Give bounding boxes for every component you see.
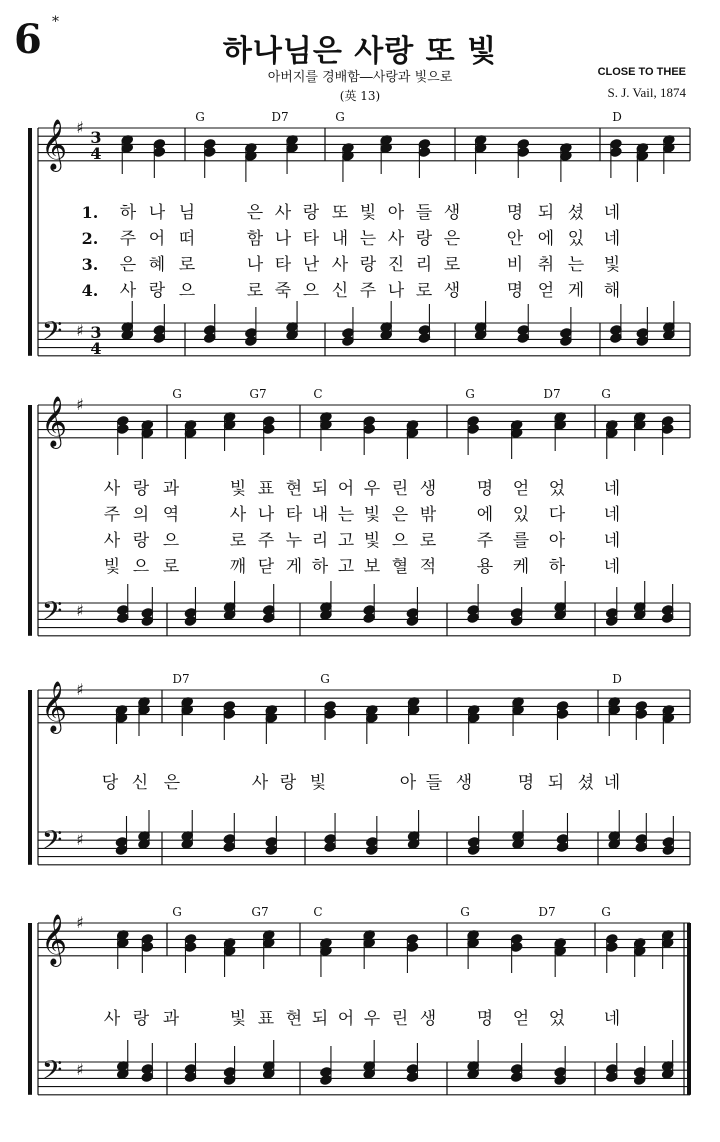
lyric-syllable: 랑: [132, 1009, 150, 1029]
lyric-syllable: 주: [476, 531, 494, 551]
note-head: [418, 333, 430, 344]
lyric-syllable: 빛: [229, 1009, 247, 1029]
lyric-syllable: 다: [548, 505, 566, 525]
lyric-syllable: 고: [337, 557, 355, 577]
note-head: [610, 333, 622, 344]
lyric-syllable: 랑: [132, 479, 150, 499]
sharp-icon: ♯: [76, 601, 84, 620]
note-head: [184, 616, 196, 627]
lyric-syllable: 되: [547, 773, 565, 793]
lyric-syllable: 사: [251, 773, 269, 793]
chord-symbol: G: [195, 110, 205, 124]
note-head: [406, 942, 418, 953]
lyric-syllable: 게: [567, 281, 585, 301]
lyric-syllable: 네: [603, 203, 621, 223]
note-head: [635, 709, 647, 720]
time-signature-numerator: 3: [90, 128, 102, 147]
lyric-syllable: 되: [311, 1009, 329, 1029]
lyric-syllable: 안: [506, 229, 524, 249]
note-head: [245, 336, 257, 347]
lyric-syllable: 밖: [419, 505, 437, 525]
lyric-syllable: 깨: [229, 557, 247, 577]
lyric-syllable: 로: [178, 255, 196, 275]
verse-number: 4.: [81, 281, 99, 300]
lyric-syllable: 로: [419, 531, 437, 551]
lyric-syllable: 표: [257, 479, 275, 499]
system-bracket: [28, 690, 32, 865]
lyric-syllable: 생: [419, 1009, 437, 1029]
lyric-syllable: 어: [148, 229, 166, 249]
note-head: [606, 1072, 618, 1083]
bass-clef-icon: 𝄢: [41, 595, 63, 633]
note-head: [554, 1075, 566, 1086]
lyric-syllable: 과: [162, 1009, 180, 1029]
lyric-syllable: 타: [285, 505, 303, 525]
treble-clef-icon: 𝄞: [40, 119, 68, 170]
lyric-syllable: 사: [229, 505, 247, 525]
lyric-syllable: 하: [119, 203, 137, 223]
lyric-syllable: 타: [302, 229, 320, 249]
lyric-syllable: 는: [359, 229, 377, 249]
time-signature-numerator: 3: [90, 323, 102, 342]
lyric-syllable: 빛: [103, 557, 121, 577]
lyric-syllable: 되: [537, 203, 555, 223]
lyric-syllable: 랑: [148, 281, 166, 301]
bass-clef-icon: 𝄢: [41, 1054, 63, 1092]
note-head: [324, 842, 336, 853]
lyric-syllable: 주: [103, 505, 121, 525]
chord-symbol: G: [601, 905, 611, 919]
lyric-syllable: 내: [311, 505, 329, 525]
lyric-syllable: 랑: [359, 255, 377, 275]
note-head: [636, 336, 648, 347]
sharp-icon: ♯: [76, 680, 84, 699]
note-head: [117, 613, 129, 624]
lyric-syllable: 린: [391, 1009, 409, 1029]
composer: S. J. Vail, 1874: [607, 85, 686, 100]
lyric-syllable: 나: [148, 203, 166, 223]
treble-clef-icon: 𝄞: [40, 681, 68, 732]
lyric-syllable: 로: [415, 281, 433, 301]
chord-symbol: D7: [538, 905, 556, 919]
chord-symbol: G: [320, 672, 330, 686]
lyric-syllable: 죽: [274, 281, 292, 301]
note-head: [324, 709, 336, 720]
lyric-syllable: 로: [443, 255, 461, 275]
chord-symbol: G7: [249, 387, 267, 401]
lyric-syllable: 사: [274, 203, 292, 223]
lyric-syllable: 아: [548, 531, 566, 551]
lyric-syllable: 진: [387, 255, 405, 275]
note-head: [263, 424, 275, 435]
lyric-syllable: 은: [163, 773, 181, 793]
hymn-subtitle: 아버지를 경배함―사랑과 빛으로: [267, 70, 453, 85]
note-head: [141, 942, 153, 953]
treble-staff: [38, 128, 690, 161]
lyric-syllable: 나: [257, 505, 275, 525]
system-bracket: [28, 128, 32, 356]
lyric-syllable: 랑: [279, 773, 297, 793]
note-head: [223, 709, 235, 720]
lyric-syllable: 으: [162, 531, 180, 551]
lyric-syllable: 나: [246, 255, 264, 275]
lyric-syllable: 린: [391, 479, 409, 499]
chord-symbol: C: [313, 387, 323, 401]
lyric-syllable: 누: [285, 531, 303, 551]
system-bracket: [28, 923, 32, 1095]
note-head: [635, 842, 647, 853]
lyric-syllable: 닫: [257, 557, 275, 577]
lyric-syllable: 주: [359, 281, 377, 301]
english-hymn-number: (英 13): [339, 89, 381, 103]
lyric-syllable: 현: [285, 1009, 303, 1029]
lyric-syllable: 로: [246, 281, 264, 301]
note-head: [184, 1072, 196, 1083]
chord-symbol: G: [465, 387, 475, 401]
note-head: [661, 424, 673, 435]
sharp-icon: ♯: [76, 321, 84, 340]
lyric-syllable: 은: [391, 505, 409, 525]
treble-clef-icon: 𝄞: [40, 396, 68, 447]
lyric-syllable: 로: [162, 557, 180, 577]
lyric-syllable: 사: [119, 281, 137, 301]
lyric-syllable: 내: [331, 229, 349, 249]
lyric-syllable: 님: [178, 203, 196, 223]
lyric-syllable: 네: [603, 557, 621, 577]
lyric-syllable: 사: [331, 255, 349, 275]
final-bar-thick: [687, 923, 691, 1095]
verse-number: 1.: [81, 203, 99, 222]
note-head: [610, 147, 622, 158]
lyric-syllable: 주: [119, 229, 137, 249]
lyric-syllable: 명: [476, 479, 494, 499]
lyric-syllable: 들: [425, 773, 443, 793]
lyric-syllable: 우: [363, 479, 381, 499]
lyric-syllable: 적: [419, 557, 437, 577]
lyric-syllable: 있: [567, 229, 585, 249]
lyric-syllable: 되: [311, 479, 329, 499]
lyric-syllable: 나: [387, 281, 405, 301]
note-head: [141, 616, 153, 627]
time-signature-denominator: 4: [90, 339, 102, 358]
note-head: [467, 845, 479, 856]
lyric-syllable: 명: [506, 203, 524, 223]
sharp-icon: ♯: [76, 118, 84, 137]
lyric-syllable: 어: [337, 479, 355, 499]
lyric-syllable: 보: [363, 557, 381, 577]
note-head: [263, 613, 275, 624]
lyric-syllable: 으: [391, 531, 409, 551]
lyric-syllable: 의: [132, 505, 150, 525]
chord-symbol: D7: [543, 387, 561, 401]
note-head: [517, 147, 529, 158]
chord-symbol: G: [460, 905, 470, 919]
note-head: [184, 942, 196, 953]
lyric-syllable: 타: [274, 255, 292, 275]
lyric-syllable: 생: [455, 773, 473, 793]
hymn-mark: *: [52, 14, 59, 30]
lyric-syllable: 는: [567, 255, 585, 275]
note-head: [153, 147, 165, 158]
lyric-syllable: 해: [603, 281, 621, 301]
lyric-syllable: 주: [257, 531, 275, 551]
chord-symbol: G: [601, 387, 611, 401]
lyric-syllable: 우: [363, 1009, 381, 1029]
chord-symbol: D7: [172, 672, 190, 686]
lyric-syllable: 빛: [309, 773, 327, 793]
lyric-syllable: 네: [603, 479, 621, 499]
lyric-syllable: 네: [603, 229, 621, 249]
bass-staff: [38, 832, 690, 865]
chord-symbol: G: [172, 905, 182, 919]
lyric-syllable: 비: [506, 255, 524, 275]
note-head: [363, 613, 375, 624]
lyric-syllable: 또: [331, 203, 349, 223]
note-head: [556, 842, 568, 853]
note-head: [320, 1075, 332, 1086]
lyric-syllable: 하: [548, 557, 566, 577]
lyric-syllable: 현: [285, 479, 303, 499]
verse-number: 2.: [81, 229, 99, 248]
sharp-icon: ♯: [76, 1060, 84, 1079]
note-head: [117, 424, 129, 435]
note-head: [223, 1075, 235, 1086]
chord-symbol: D7: [271, 110, 289, 124]
lyric-syllable: 얻: [537, 281, 555, 301]
note-head: [366, 845, 378, 856]
lyric-syllable: 었: [548, 1009, 566, 1029]
lyric-syllable: 떠: [178, 229, 196, 249]
note-head: [510, 942, 522, 953]
lyric-syllable: 당: [101, 773, 119, 793]
chord-symbol: G: [172, 387, 182, 401]
lyric-syllable: 얻: [512, 1009, 530, 1029]
bass-staff: [38, 323, 690, 356]
note-head: [153, 333, 165, 344]
lyric-syllable: 은: [246, 203, 264, 223]
bass-clef-icon: 𝄢: [41, 315, 63, 353]
lyric-syllable: 혈: [391, 557, 409, 577]
lyric-syllable: 명: [517, 773, 535, 793]
note-head: [662, 845, 674, 856]
lyric-syllable: 들: [415, 203, 433, 223]
lyric-syllable: 빛: [363, 505, 381, 525]
chord-symbol: D: [612, 110, 622, 124]
lyric-syllable: 생: [419, 479, 437, 499]
lyric-syllable: 셨: [577, 773, 595, 793]
lyric-syllable: 네: [603, 773, 621, 793]
tune-name: CLOSE TO THEE: [597, 66, 686, 78]
note-head: [265, 845, 277, 856]
note-head: [661, 613, 673, 624]
chord-symbol: D: [612, 672, 622, 686]
lyric-syllable: 역: [162, 505, 180, 525]
note-head: [510, 616, 522, 627]
note-head: [517, 333, 529, 344]
note-head: [556, 709, 568, 720]
bass-clef-icon: 𝄢: [41, 824, 63, 862]
lyric-syllable: 빛: [229, 479, 247, 499]
chord-symbol: G7: [251, 905, 269, 919]
lyric-syllable: 리: [311, 531, 329, 551]
lyric-syllable: 얻: [512, 479, 530, 499]
note-head: [406, 616, 418, 627]
hymn-number: 6: [14, 16, 42, 63]
lyric-syllable: 으: [302, 281, 320, 301]
lyric-syllable: 표: [257, 1009, 275, 1029]
time-signature-denominator: 4: [90, 144, 102, 163]
lyric-syllable: 에: [476, 505, 494, 525]
lyric-syllable: 생: [443, 281, 461, 301]
lyric-syllable: 하: [311, 557, 329, 577]
lyric-syllable: 에: [537, 229, 555, 249]
note-head: [406, 1072, 418, 1083]
chord-symbol: G: [335, 110, 345, 124]
lyric-syllable: 취: [537, 255, 555, 275]
lyric-syllable: 네: [603, 1009, 621, 1029]
note-head: [204, 147, 216, 158]
lyric-syllable: 사: [103, 479, 121, 499]
sharp-icon: ♯: [76, 913, 84, 932]
lyric-syllable: 은: [119, 255, 137, 275]
lyric-syllable: 아: [399, 773, 417, 793]
lyric-syllable: 빛: [359, 203, 377, 223]
lyric-syllable: 으: [132, 557, 150, 577]
lyric-syllable: 셨: [567, 203, 585, 223]
treble-clef-icon: 𝄞: [40, 914, 68, 965]
note-head: [467, 613, 479, 624]
lyric-syllable: 랑: [415, 229, 433, 249]
lyric-syllable: 아: [387, 203, 405, 223]
lyric-syllable: 용: [476, 557, 494, 577]
note-head: [141, 1072, 153, 1083]
lyric-syllable: 사: [387, 229, 405, 249]
note-head: [204, 333, 216, 344]
lyric-syllable: 게: [285, 557, 303, 577]
lyric-syllable: 으: [178, 281, 196, 301]
lyric-syllable: 랑: [132, 531, 150, 551]
lyric-syllable: 사: [103, 1009, 121, 1029]
lyric-syllable: 어: [337, 1009, 355, 1029]
note-head: [510, 1072, 522, 1083]
verse-number: 3.: [81, 255, 99, 274]
hymn-title: 하나님은 사랑 또 빛: [222, 34, 498, 69]
lyric-syllable: 나: [274, 229, 292, 249]
lyric-syllable: 사: [103, 531, 121, 551]
lyric-syllable: 명: [476, 1009, 494, 1029]
note-head: [363, 424, 375, 435]
note-head: [418, 147, 430, 158]
lyric-syllable: 고: [337, 531, 355, 551]
lyric-syllable: 있: [512, 505, 530, 525]
lyric-syllable: 혜: [148, 255, 166, 275]
lyric-syllable: 를: [512, 531, 530, 551]
lyric-syllable: 케: [512, 557, 530, 577]
lyric-syllable: 빛: [603, 255, 621, 275]
lyric-syllable: 생: [443, 203, 461, 223]
note-head: [467, 424, 479, 435]
note-head: [606, 942, 618, 953]
lyric-syllable: 난: [302, 255, 320, 275]
note-head: [560, 336, 572, 347]
lyric-syllable: 리: [415, 255, 433, 275]
sharp-icon: ♯: [76, 830, 84, 849]
note-head: [606, 616, 618, 627]
lyric-syllable: 었: [548, 479, 566, 499]
lyric-syllable: 은: [443, 229, 461, 249]
sharp-icon: ♯: [76, 395, 84, 414]
chord-symbol: C: [313, 905, 323, 919]
lyric-syllable: 과: [162, 479, 180, 499]
lyric-syllable: 명: [506, 281, 524, 301]
lyric-syllable: 함: [246, 229, 264, 249]
note-head: [115, 845, 127, 856]
lyric-syllable: 네: [603, 505, 621, 525]
lyric-syllable: 빛: [363, 531, 381, 551]
system-bracket: [28, 405, 32, 636]
lyric-syllable: 는: [337, 505, 355, 525]
lyric-syllable: 랑: [302, 203, 320, 223]
treble-staff: [38, 690, 690, 723]
note-head: [342, 336, 354, 347]
lyric-syllable: 네: [603, 531, 621, 551]
lyric-syllable: 로: [229, 531, 247, 551]
lyric-syllable: 신: [131, 773, 149, 793]
note-head: [634, 1075, 646, 1086]
note-head: [223, 842, 235, 853]
lyric-syllable: 신: [331, 281, 349, 301]
